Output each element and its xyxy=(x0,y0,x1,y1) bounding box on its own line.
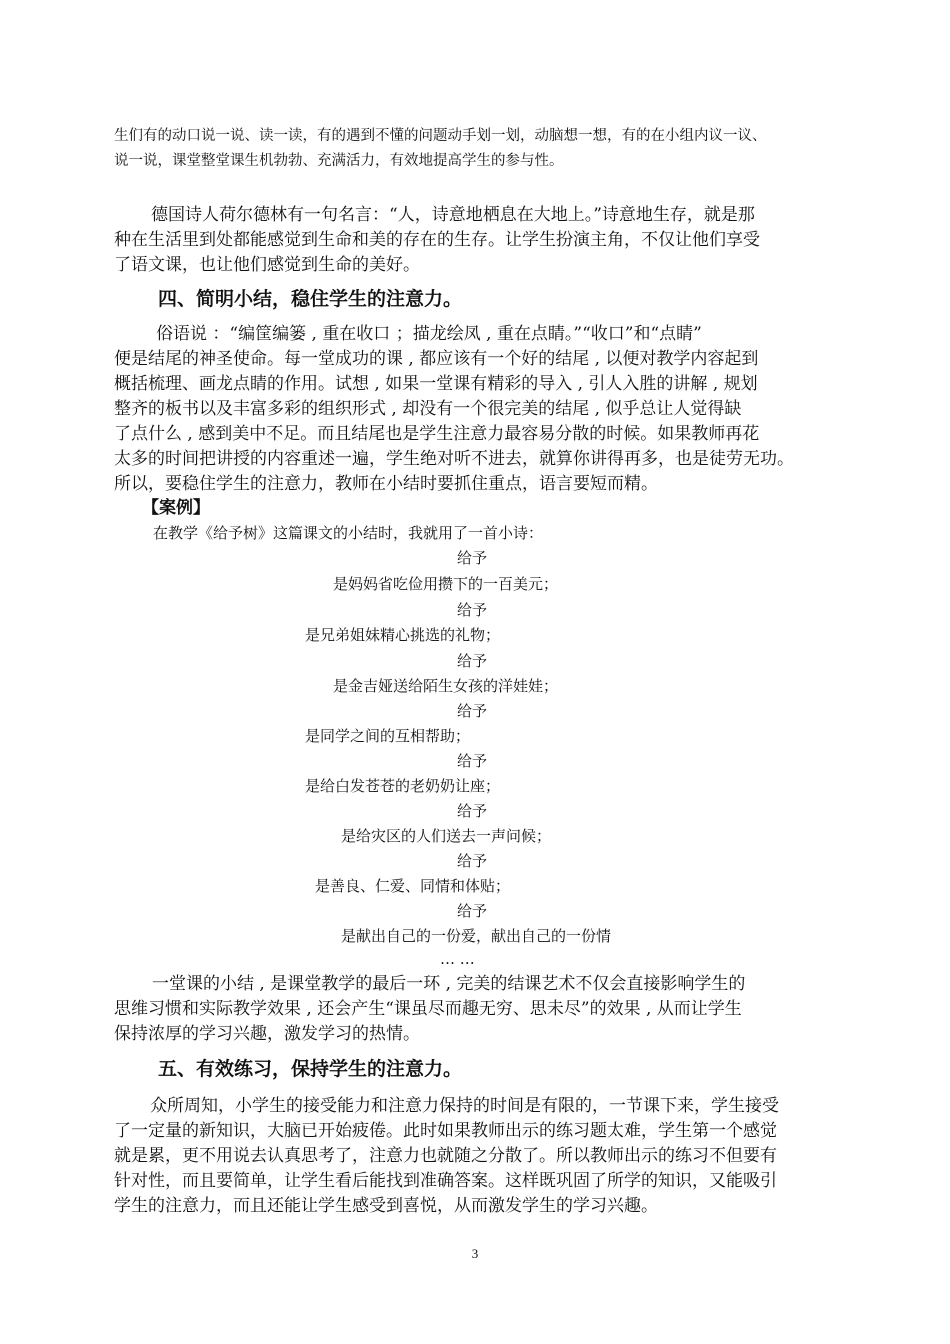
poem-line: 是兄弟姐妹精心挑选的礼物； xyxy=(305,626,501,644)
text-line: 一堂课的小结 , 是课堂教学的最后一环 , 完美的结课艺术不仅会直接影响学生的 xyxy=(152,974,746,994)
text-line: 种在生活里到处都能感觉到生命和美的存在的生存。让学生扮演主角，不仅让他们享受 xyxy=(114,230,760,250)
poem-line: 给予 xyxy=(457,652,488,670)
text-line: 所以，要稳住学生的注意力，教师在小结时要抓住重点，语言要短而精。 xyxy=(114,474,658,494)
intro-paragraph xyxy=(114,124,854,174)
text-line: 在教学《给予树》这篇课文的小结时，我就用了一首小诗： xyxy=(153,524,544,542)
poem-line: 是献出自己的一份爱，献出自己的一份情 xyxy=(341,927,612,945)
poem-line: 是善良、仁爱、同情和体贴； xyxy=(315,877,511,895)
poem-line: 给予 xyxy=(457,752,488,770)
poem-line: 给予 xyxy=(457,852,488,870)
text-line: 说一说，课堂整堂课生机勃勃、充满活力，有效地提高学生的参与性。 xyxy=(114,153,564,169)
text-line: 生们有的动口说一说、读一读，有的遇到不懂的问题动手划一划，动脑想一想，有的在小组内议一议、 xyxy=(114,128,767,144)
text-line: 整齐的板书以及丰富多彩的组织形式 , 却没有一个很完美的结尾 , 似乎总让人觉得缺 xyxy=(114,399,742,419)
poem-line: 给予 xyxy=(457,802,488,820)
section5-paragraph xyxy=(114,1094,854,1219)
poem-line: 是给灾区的人们送去一声问候； xyxy=(341,827,552,845)
text-line: 概括梳理、画龙点睛的作用。试想 , 如果一堂课有精彩的导入 , 引人入胜的讲解 , 规划 xyxy=(114,374,758,394)
poem-line: 给予 xyxy=(457,702,488,720)
text-line: 太多的时间把讲授的内容重述一遍，学生绝对听不进去，就算你讲得再多，也是徒劳无功。 xyxy=(114,449,794,469)
text-line: 思维习惯和实际教学效果 , 还会产生“课虽尽而趣无穷、思未尽”的效果 , 从而让学生 xyxy=(114,999,742,1019)
section-heading: 五、有效练习，保持学生的注意力。 xyxy=(158,1058,463,1080)
poem-line: 给予 xyxy=(457,549,488,567)
poem-line: 是金吉娅送给陌生女孩的洋娃娃； xyxy=(333,677,559,695)
page-number: 3 xyxy=(471,1246,479,1261)
case-label: 【案例】 xyxy=(142,498,210,518)
text-line: 针对性，而且要简单，让学生看后能找到准确答案。这样既巩固了所学的知识，又能吸引 xyxy=(114,1171,777,1191)
text-line: 众所周知，小学生的接受能力和注意力保持的时间是有限的，一节课下来，学生接受 xyxy=(150,1096,779,1116)
text-line: 了一定量的新知识，大脑已开始疲倦。此时如果教师出示的练习题太难，学生第一个感觉 xyxy=(114,1121,777,1141)
text-line: 了语文课，也让他们感觉到生命的美好。 xyxy=(114,255,420,275)
text-line: 德国诗人荷尔德林有一句名言：“人，诗意地栖息在大地上。”诗意地生存，就是那 xyxy=(151,205,755,225)
summary-paragraph xyxy=(114,972,854,1047)
poem-line: 是妈妈省吃俭用攒下的一百美元； xyxy=(333,575,559,593)
text-line: 了点什么 , 感到美中不足。而且结尾也是学生注意力最容易分散的时候。如果教师再花 xyxy=(114,424,760,444)
text-line: 便是结尾的神圣使命。每一堂成功的课 , 都应该有一个好的结尾 , 以便对教学内容起到 xyxy=(114,349,759,369)
poem-line: 给予 xyxy=(457,601,488,619)
section4-paragraph xyxy=(114,322,854,497)
case-intro xyxy=(153,521,893,546)
text-line: 保持浓厚的学习兴趣，激发学习的热情。 xyxy=(114,1024,420,1044)
text-line: 学生的注意力，而且还能让学生感受到喜悦，从而激发学生的学习兴趣。 xyxy=(114,1196,658,1216)
section-heading: 四、简明小结，稳住学生的注意力。 xyxy=(158,288,463,310)
poet-paragraph xyxy=(114,203,854,278)
poem-line: 是同学之间的互相帮助； xyxy=(305,727,471,745)
text-line: 就是累，更不用说去认真思考了，注意力也就随之分散了。所以教师出示的练习不但要有 xyxy=(114,1146,777,1166)
poem-line: 给予 xyxy=(457,902,488,920)
poem-line: … … xyxy=(440,950,475,968)
text-line: 俗语说 ：“编筐编篓 , 重在收口 ；描龙绘凤 , 重在点睛。”“收口”和“点睛” xyxy=(156,324,702,344)
poem-line: 是给白发苍苍的老奶奶让座； xyxy=(305,777,501,795)
